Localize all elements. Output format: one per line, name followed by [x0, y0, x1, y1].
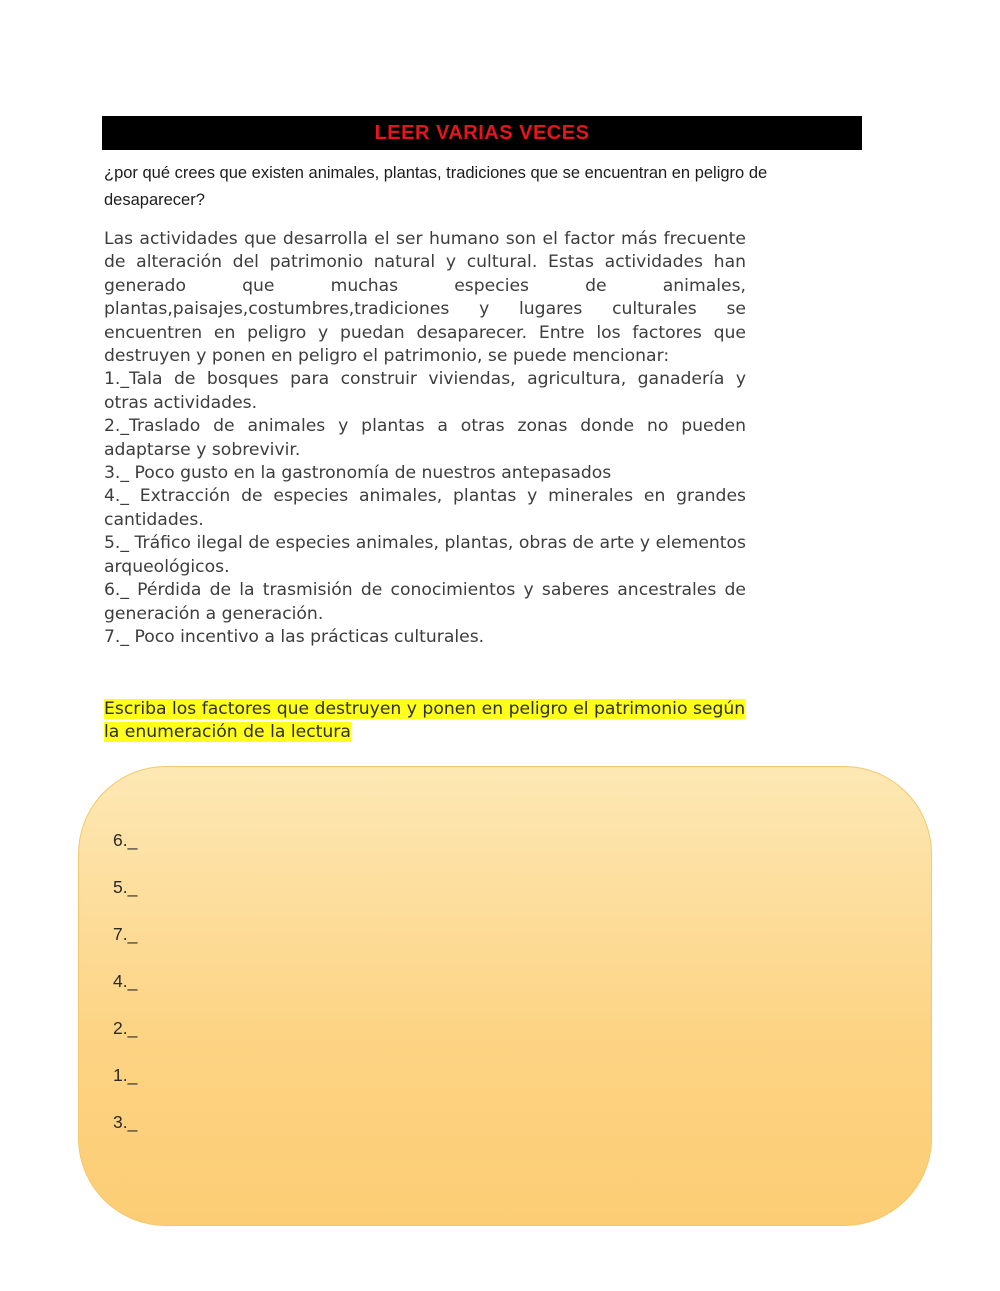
reading-intro: Las actividades que desarrolla el ser humano son el factor más frecuente de alteración del patrimonio natural y cultural. Estas actividades han generado que muchas especies de animales, plantas,paisajes,costumbres,tradiciones y lugares culturales se encuentren en peligro y puedan desaparecer. Entre los factores que destruyen y ponen en peligro el patrimonio, se puede mencionar: [104, 229, 746, 367]
question-text: ¿por qué crees que existen animales, plantas, tradiciones que se encuentran en peligro de desaparecer? [104, 164, 768, 209]
answer-slot[interactable]: 4._ [113, 971, 138, 991]
reading-item: 6._ Pérdida de la trasmisión de conocimientos y saberes ancestrales de generación a generación. [104, 580, 746, 624]
reading-item: 2._Traslado de animales y plantas a otras zonas donde no pueden adaptarse y sobrevivir. [104, 416, 746, 460]
answer-slot[interactable]: 2._ [113, 1018, 138, 1038]
answer-box [78, 766, 932, 1226]
answer-slot[interactable]: 1._ [113, 1065, 138, 1085]
answer-slot[interactable]: 7._ [113, 924, 138, 944]
reading-item: 1._Tala de bosques para construir viviendas, agricultura, ganadería y otras actividades. [104, 369, 746, 413]
reading-item: 4._ Extracción de especies animales, plantas y minerales en grandes cantidades. [104, 486, 746, 530]
reading-item: 5._ Tráfico ilegal de especies animales, plantas, obras de arte y elementos arqueológicos. [104, 533, 746, 577]
instruction [104, 698, 746, 745]
answer-list [113, 825, 137, 1154]
reading-passage [104, 228, 746, 649]
title-bar [102, 116, 862, 150]
answer-slot[interactable]: 3._ [113, 1112, 138, 1132]
answer-slot[interactable]: 6._ [113, 830, 138, 850]
reading-item: 3._ Poco gusto en la gastronomía de nuestros antepasados [104, 463, 612, 484]
instruction-text: Escriba los factores que destruyen y ponen en peligro el patrimonio según la enumeración de la lectura [104, 699, 746, 743]
reading-item: 7._ Poco incentivo a las prácticas culturales. [104, 626, 485, 647]
answer-slot[interactable]: 5._ [113, 877, 138, 897]
page-title: LEER VARIAS VECES [374, 122, 590, 144]
